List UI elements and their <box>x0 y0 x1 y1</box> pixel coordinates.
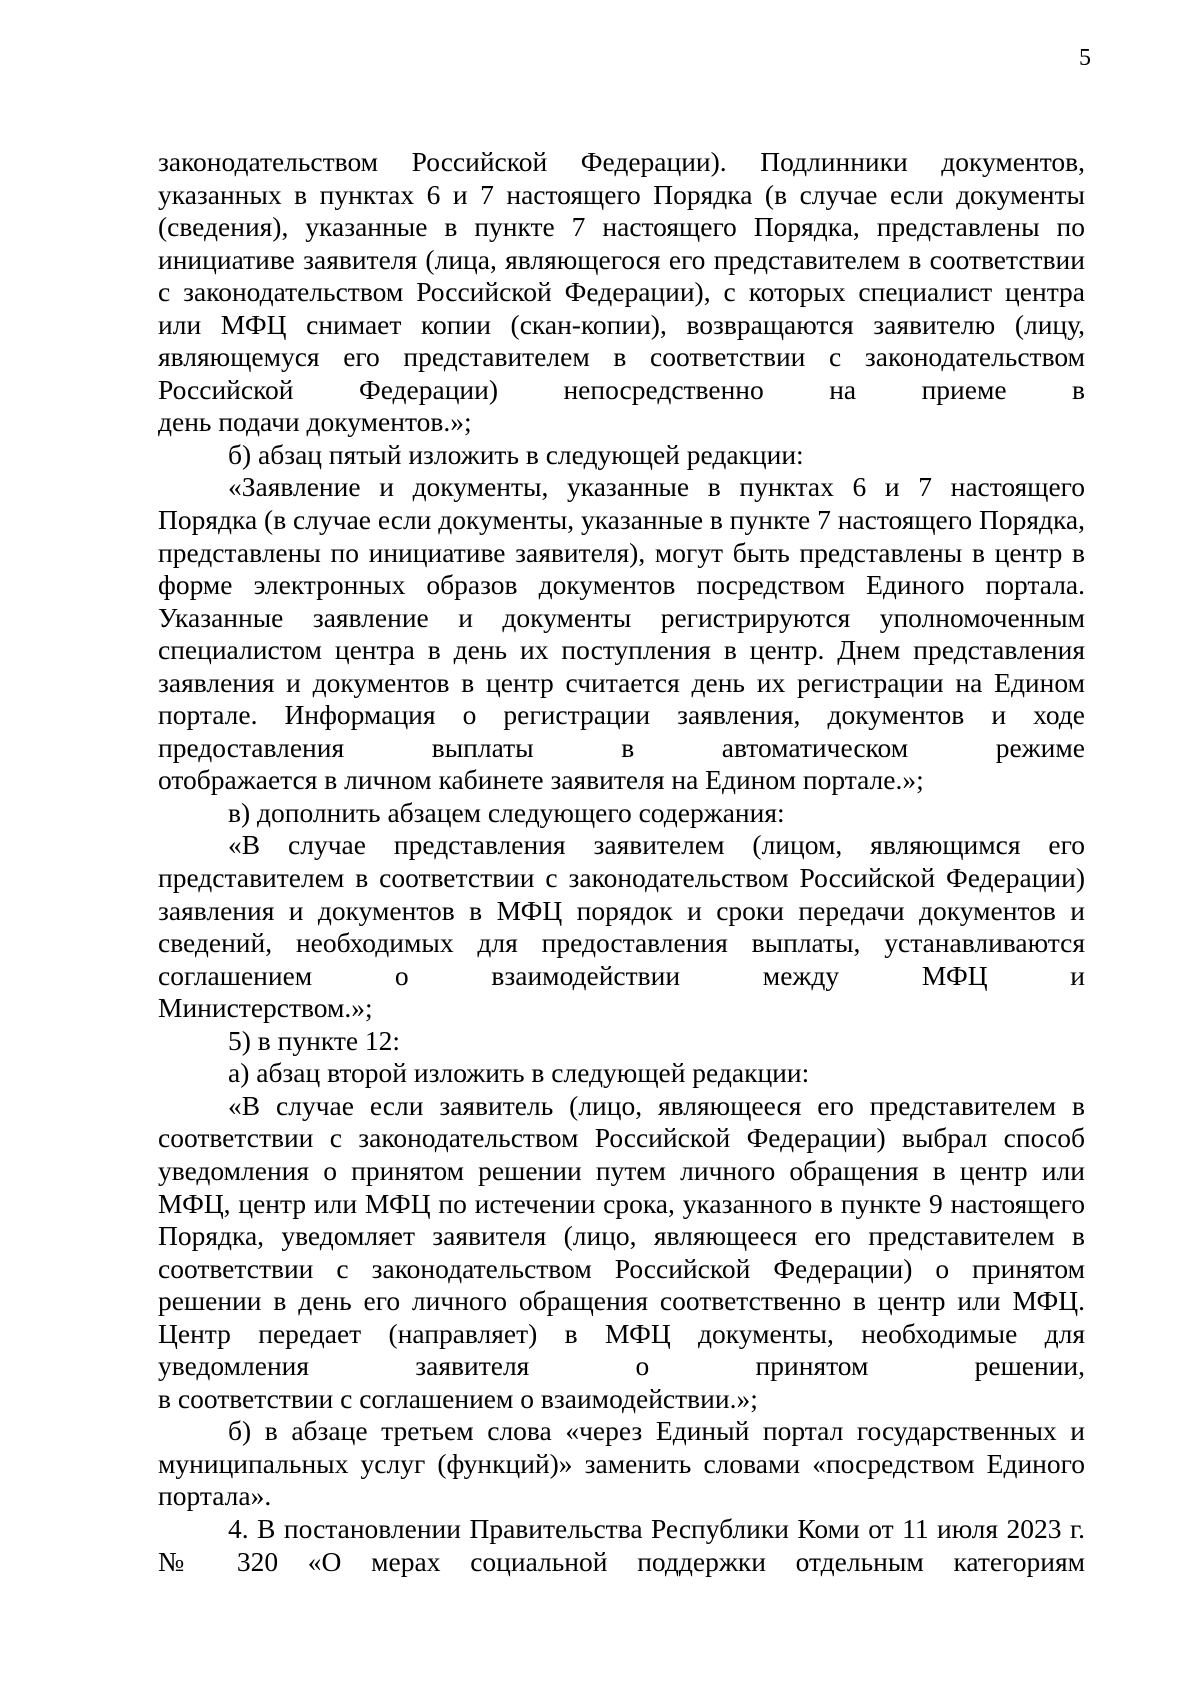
paragraph-subitem-b-portal <box>158 1415 1085 1480</box>
text-line: инициативе заявителя (лица, являющегося его представителем в <box>158 243 922 275</box>
paragraph-item-5 <box>158 1025 1085 1058</box>
paragraph-quote-notification-end <box>158 1383 1085 1416</box>
text-line: Министерством.»; <box>158 992 373 1024</box>
text-line: 5) в пункте 12: <box>228 1024 401 1056</box>
text-line: МФЦ, центр или МФЦ по истечении срока, указанного в пункте 9 <box>158 1187 943 1219</box>
paragraph-subitem-v <box>158 797 1085 830</box>
text-line: Порядка, представлены по инициативе заявителя), могут быть представлены <box>158 504 1086 568</box>
paragraph-subitem-a <box>158 1057 1085 1090</box>
text-line: соответствии с законодательством Российской Федерации) выбрал способ <box>158 1122 1085 1154</box>
document-body <box>158 146 1085 1578</box>
text-line: Федерации) о принятом решении в день его личного обращения <box>158 1252 1085 1317</box>
paragraph-quote-application-end <box>158 764 1085 797</box>
text-line: Днем представления заявления и документов в центр считается день их <box>158 634 1086 698</box>
paragraph-quote-mfc <box>158 829 1085 992</box>
text-line: б) абзац пятый изложить в следующей редакции: <box>228 438 804 470</box>
text-line: 2023 г. № 320 «О мерах социальной поддержки отдельным категориям <box>158 1512 1086 1577</box>
text-line: заявителю (лицу, являющемуся его представителем в соответствии с <box>158 308 1086 373</box>
text-line: «Заявление и документы, указанные в пунктах 6 и 7 настоящего <box>228 471 1085 503</box>
text-line: уполномоченным специалистом центра в день их поступления в центр. <box>158 601 1085 666</box>
paragraph-continuation-end <box>158 406 1085 439</box>
text-line: указанных в пунктах 6 и 7 настоящего Порядка (в случае если документы <box>158 178 1085 210</box>
paragraph-item-4 <box>158 1513 1085 1578</box>
text-line: в соответствии с соглашением о взаимодействии.»; <box>158 1382 758 1414</box>
text-line: Федерации) заявления и документов в МФЦ порядок и сроки передачи <box>158 862 1086 926</box>
text-line: 4. В постановлении Правительства Республики Коми от 11 июля <box>228 1512 998 1544</box>
text-line: (сведения), указанные в пункте 7 настоящего Порядка, представлены по <box>158 211 1085 243</box>
text-line: отображается в личном кабинете заявителя на Едином портале.»; <box>158 764 924 796</box>
text-line: представителем в соответствии с законодательством Российской <box>158 862 936 894</box>
text-line: специалист центра или МФЦ снимает копии (скан-копии), возвращаются <box>158 276 1086 340</box>
paragraph-subitem-b-portal-end <box>158 1480 1085 1513</box>
paragraph-continuation <box>158 146 1085 406</box>
text-line: в) дополнить абзацем следующего содержания: <box>228 796 785 828</box>
paragraph-quote-application <box>158 471 1085 764</box>
text-line: устанавливаются соглашением о взаимодействии между МФЦ и <box>158 927 1085 991</box>
text-line: муниципальных услуг (функций)» заменить словами «посредством Единого <box>158 1447 1085 1479</box>
text-line: Порядка (в случае если документы, указанные в пункте 7 настоящего <box>158 504 973 536</box>
text-line: «В случае представления заявителем (лицом, являющимся его <box>228 829 1085 861</box>
text-line: соответственно в центр или МФЦ. Центр передает (направляет) в МФЦ <box>158 1285 1085 1349</box>
text-line: документов и ходе предоставления выплаты в автоматическом режиме <box>158 699 1086 763</box>
text-line: законодательством Российской Федерации) непосредственно на приеме в <box>158 341 1086 405</box>
text-line: «В случае если заявитель (лицо, являющееся его представителем в <box>228 1089 1085 1121</box>
text-line: б) в абзаце третьем слова «через Единый портал государственных и <box>228 1415 1085 1447</box>
text-line: портала». <box>158 1480 272 1512</box>
paragraph-quote-notification <box>158 1090 1085 1383</box>
paragraph-subitem-b <box>158 439 1085 472</box>
text-line: настоящего Порядка, уведомляет заявителя (лицо, являющееся его <box>158 1187 1086 1252</box>
page-number: 5 <box>1079 45 1091 71</box>
text-line: уведомления о принятом решении путем личного обращения в центр или <box>158 1154 1085 1186</box>
text-line: а) абзац второй изложить в следующей редакции: <box>228 1057 810 1089</box>
text-line: регистрации на Едином портале. Информация о регистрации заявления, <box>158 666 1085 731</box>
text-line: портала. Указанные заявление и документы регистрируются <box>158 569 1086 633</box>
text-line: в центр в форме электронных образов документов посредством Единого <box>158 536 1085 601</box>
text-line: документов и сведений, необходимых для предоставления выплаты, <box>158 894 1086 959</box>
text-line: день подачи документов.»; <box>158 406 472 438</box>
text-line: законодательством Российской Федерации). Подлинники документов, <box>158 146 1085 177</box>
text-line: соответствии с законодательством Российской Федерации), с которых <box>158 243 1085 308</box>
text-line: представителем в соответствии с законодательством Российской <box>158 1220 1086 1284</box>
paragraph-quote-mfc-end <box>158 992 1085 1025</box>
text-line: документы, необходимые для уведомления заявителя о принятом решении, <box>158 1317 1085 1382</box>
